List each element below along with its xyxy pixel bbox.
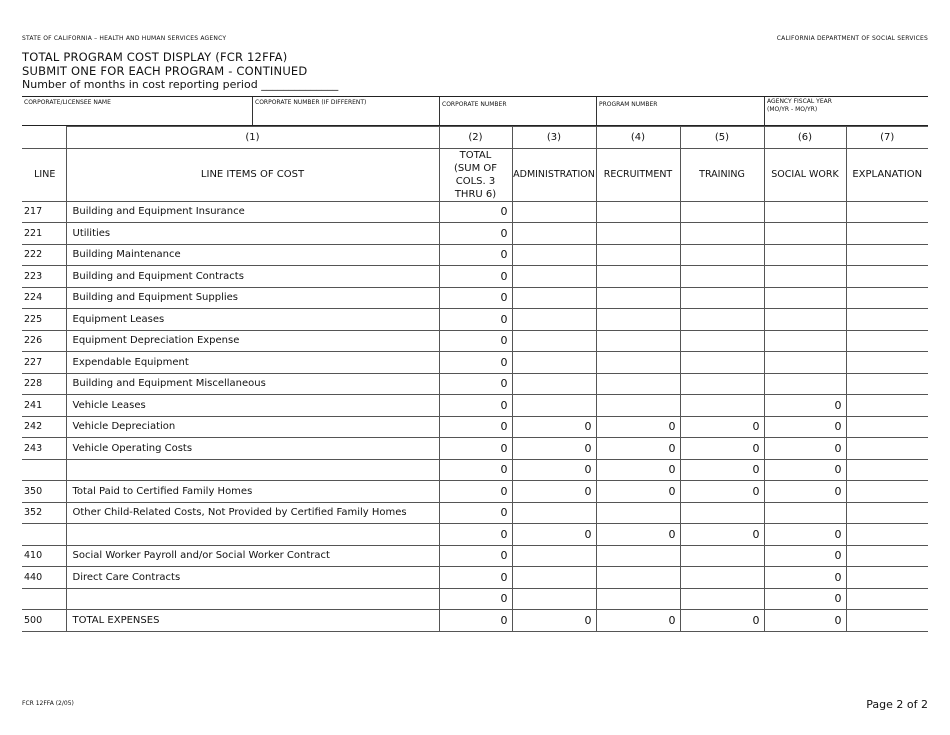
social-work-cell[interactable]: 0 bbox=[764, 545, 846, 567]
training-cell[interactable] bbox=[680, 223, 764, 245]
administration-cell[interactable] bbox=[512, 395, 596, 417]
social-work-cell[interactable] bbox=[764, 223, 846, 245]
line-number bbox=[22, 588, 66, 610]
social-work-cell[interactable]: 0 bbox=[764, 438, 846, 460]
training-cell[interactable] bbox=[680, 502, 764, 524]
corporate-name-field[interactable] bbox=[22, 97, 252, 125]
col-num-6: (6) bbox=[764, 127, 846, 149]
administration-cell[interactable]: 0 bbox=[512, 481, 596, 503]
corporate-number-diff-label: CORPORATE NUMBER (IF DIFFERENT) bbox=[255, 99, 367, 106]
administration-cell[interactable] bbox=[512, 244, 596, 266]
line-item: Building and Equipment Contracts bbox=[66, 266, 439, 288]
recruitment-cell[interactable] bbox=[596, 330, 680, 352]
total-cell[interactable]: 0 bbox=[439, 244, 512, 266]
total-cell[interactable]: 0 bbox=[439, 545, 512, 567]
training-cell[interactable] bbox=[680, 266, 764, 288]
recruitment-cell[interactable] bbox=[596, 223, 680, 245]
administration-cell[interactable] bbox=[512, 266, 596, 288]
table-row bbox=[22, 610, 928, 632]
training-cell[interactable]: 0 bbox=[680, 438, 764, 460]
total-cell[interactable]: 0 bbox=[439, 201, 512, 223]
line-item: Total Paid to Certified Family Homes bbox=[66, 481, 439, 503]
line-number: 243 bbox=[22, 438, 66, 460]
table-row bbox=[22, 459, 928, 481]
line-item: Vehicle Depreciation bbox=[66, 416, 439, 438]
administration-cell[interactable] bbox=[512, 545, 596, 567]
header-recruitment: RECRUITMENT bbox=[596, 148, 680, 201]
line-item: Other Child-Related Costs, Not Provided by Certified Family Homes bbox=[66, 502, 439, 524]
recruitment-cell[interactable] bbox=[596, 395, 680, 417]
social-work-cell[interactable] bbox=[764, 352, 846, 374]
line-number: 410 bbox=[22, 545, 66, 567]
social-work-cell[interactable] bbox=[764, 373, 846, 395]
col-num-2: (2) bbox=[439, 127, 512, 149]
line-number: 350 bbox=[22, 481, 66, 503]
recruitment-cell[interactable]: 0 bbox=[596, 416, 680, 438]
social-work-cell[interactable]: 0 bbox=[764, 567, 846, 589]
total-cell[interactable]: 0 bbox=[439, 481, 512, 503]
column-header-row bbox=[22, 148, 928, 201]
line-number bbox=[22, 459, 66, 481]
table-row bbox=[22, 438, 928, 460]
training-cell[interactable] bbox=[680, 395, 764, 417]
form-id: FCR 12FFA (2/05) bbox=[22, 700, 74, 707]
program-number-field[interactable] bbox=[596, 97, 765, 125]
explanation-cell[interactable] bbox=[846, 438, 928, 460]
corporate-number-label: CORPORATE NUMBER bbox=[442, 101, 507, 108]
total-cell[interactable]: 0 bbox=[439, 373, 512, 395]
line-item: Utilities bbox=[66, 223, 439, 245]
line-number: 226 bbox=[22, 330, 66, 352]
training-cell[interactable] bbox=[680, 201, 764, 223]
administration-cell[interactable] bbox=[512, 287, 596, 309]
table-row bbox=[22, 309, 928, 331]
table-row bbox=[22, 416, 928, 438]
col-num-3: (3) bbox=[512, 127, 596, 149]
administration-cell[interactable] bbox=[512, 201, 596, 223]
total-cell[interactable]: 0 bbox=[439, 287, 512, 309]
line-item: Equipment Depreciation Expense bbox=[66, 330, 439, 352]
line-item bbox=[66, 588, 439, 610]
administration-cell[interactable]: 0 bbox=[512, 524, 596, 546]
total-cell[interactable]: 0 bbox=[439, 502, 512, 524]
header-training: TRAINING bbox=[680, 148, 764, 201]
social-work-cell[interactable]: 0 bbox=[764, 588, 846, 610]
table-row bbox=[22, 395, 928, 417]
administration-cell[interactable]: 0 bbox=[512, 459, 596, 481]
explanation-cell[interactable] bbox=[846, 395, 928, 417]
recruitment-cell[interactable]: 0 bbox=[596, 524, 680, 546]
total-cell[interactable]: 0 bbox=[439, 309, 512, 331]
table-row bbox=[22, 266, 928, 288]
social-work-cell[interactable]: 0 bbox=[764, 459, 846, 481]
training-cell[interactable] bbox=[680, 244, 764, 266]
fiscal-year-field[interactable] bbox=[764, 97, 929, 125]
line-item: TOTAL EXPENSES bbox=[66, 610, 439, 632]
line-number: 227 bbox=[22, 352, 66, 374]
line-item bbox=[66, 524, 439, 546]
header-administration: ADMINISTRATION bbox=[512, 148, 596, 201]
line-item: Equipment Leases bbox=[66, 309, 439, 331]
recruitment-cell[interactable] bbox=[596, 309, 680, 331]
explanation-cell[interactable] bbox=[846, 309, 928, 331]
line-number: 222 bbox=[22, 244, 66, 266]
line-item: Building and Equipment Miscellaneous bbox=[66, 373, 439, 395]
explanation-cell[interactable] bbox=[846, 416, 928, 438]
training-cell[interactable] bbox=[680, 330, 764, 352]
line-number: 224 bbox=[22, 287, 66, 309]
administration-cell[interactable] bbox=[512, 567, 596, 589]
recruitment-cell[interactable] bbox=[596, 373, 680, 395]
explanation-cell[interactable] bbox=[846, 373, 928, 395]
administration-cell[interactable] bbox=[512, 330, 596, 352]
table-row bbox=[22, 481, 928, 503]
column-number-row bbox=[22, 127, 928, 149]
administration-cell[interactable] bbox=[512, 352, 596, 374]
table-row bbox=[22, 373, 928, 395]
table-row bbox=[22, 545, 928, 567]
line-item: Building and Equipment Supplies bbox=[66, 287, 439, 309]
explanation-cell[interactable] bbox=[846, 330, 928, 352]
table-row bbox=[22, 244, 928, 266]
line-number: 217 bbox=[22, 201, 66, 223]
recruitment-cell[interactable] bbox=[596, 244, 680, 266]
line-item bbox=[66, 459, 439, 481]
line-item: Vehicle Operating Costs bbox=[66, 438, 439, 460]
fiscal-year-sublabel: (MO/YR - MO/YR) bbox=[767, 106, 818, 113]
line-number: 225 bbox=[22, 309, 66, 331]
administration-cell[interactable] bbox=[512, 223, 596, 245]
social-work-cell[interactable] bbox=[764, 244, 846, 266]
explanation-cell[interactable] bbox=[846, 223, 928, 245]
total-cell[interactable]: 0 bbox=[439, 330, 512, 352]
explanation-cell[interactable] bbox=[846, 459, 928, 481]
header-social-work: SOCIAL WORK bbox=[764, 148, 846, 201]
corporate-number-field[interactable] bbox=[439, 97, 597, 125]
header-total: TOTAL (SUM OF COLS. 3 THRU 6) bbox=[439, 148, 512, 201]
training-cell[interactable] bbox=[680, 545, 764, 567]
line-number: 228 bbox=[22, 373, 66, 395]
training-cell[interactable]: 0 bbox=[680, 459, 764, 481]
social-work-cell[interactable] bbox=[764, 502, 846, 524]
col-num-4: (4) bbox=[596, 127, 680, 149]
total-cell[interactable]: 0 bbox=[439, 567, 512, 589]
administration-cell[interactable]: 0 bbox=[512, 610, 596, 632]
social-work-cell[interactable] bbox=[764, 266, 846, 288]
recruitment-cell[interactable]: 0 bbox=[596, 481, 680, 503]
total-cell[interactable]: 0 bbox=[439, 459, 512, 481]
cost-table bbox=[22, 126, 928, 632]
training-cell[interactable] bbox=[680, 373, 764, 395]
social-work-cell[interactable] bbox=[764, 287, 846, 309]
recruitment-cell[interactable] bbox=[596, 266, 680, 288]
recruitment-cell[interactable]: 0 bbox=[596, 438, 680, 460]
col-num-1: (1) bbox=[66, 127, 439, 149]
table-row bbox=[22, 502, 928, 524]
line-item: Building Maintenance bbox=[66, 244, 439, 266]
line-number bbox=[22, 524, 66, 546]
total-cell[interactable]: 0 bbox=[439, 266, 512, 288]
table-row bbox=[22, 330, 928, 352]
header-line-items: LINE ITEMS OF COST bbox=[66, 148, 439, 201]
table-row bbox=[22, 352, 928, 374]
social-work-cell[interactable] bbox=[764, 309, 846, 331]
col-num-line bbox=[22, 127, 66, 149]
cost-rows bbox=[22, 201, 928, 631]
explanation-cell[interactable] bbox=[846, 352, 928, 374]
explanation-cell[interactable] bbox=[846, 502, 928, 524]
explanation-cell[interactable] bbox=[846, 287, 928, 309]
line-number: 352 bbox=[22, 502, 66, 524]
col-num-7: (7) bbox=[846, 127, 928, 149]
social-work-cell[interactable]: 0 bbox=[764, 524, 846, 546]
line-number: 241 bbox=[22, 395, 66, 417]
line-number: 223 bbox=[22, 266, 66, 288]
total-cell[interactable]: 0 bbox=[439, 352, 512, 374]
administration-cell[interactable]: 0 bbox=[512, 438, 596, 460]
training-cell[interactable]: 0 bbox=[680, 610, 764, 632]
administration-cell[interactable]: 0 bbox=[512, 416, 596, 438]
line-number: 440 bbox=[22, 567, 66, 589]
administration-cell[interactable] bbox=[512, 373, 596, 395]
explanation-cell[interactable] bbox=[846, 481, 928, 503]
header-explanation: EXPLANATION bbox=[846, 148, 928, 201]
form-title-line1: TOTAL PROGRAM COST DISPLAY (FCR 12FFA) bbox=[22, 50, 288, 64]
table-row bbox=[22, 588, 928, 610]
line-item: Expendable Equipment bbox=[66, 352, 439, 374]
recruitment-cell[interactable] bbox=[596, 567, 680, 589]
training-cell[interactable]: 0 bbox=[680, 416, 764, 438]
agency-right: CALIFORNIA DEPARTMENT OF SOCIAL SERVICES bbox=[776, 35, 928, 42]
table-row bbox=[22, 567, 928, 589]
administration-cell[interactable] bbox=[512, 502, 596, 524]
total-cell[interactable]: 0 bbox=[439, 223, 512, 245]
training-cell[interactable] bbox=[680, 287, 764, 309]
total-cell[interactable]: 0 bbox=[439, 524, 512, 546]
training-cell[interactable] bbox=[680, 352, 764, 374]
explanation-cell[interactable] bbox=[846, 610, 928, 632]
recruitment-cell[interactable] bbox=[596, 201, 680, 223]
total-cell[interactable]: 0 bbox=[439, 438, 512, 460]
agency-left: STATE OF CALIFORNIA – HEALTH AND HUMAN SERVICES AGENCY bbox=[22, 35, 227, 42]
line-number: 500 bbox=[22, 610, 66, 632]
training-cell[interactable]: 0 bbox=[680, 524, 764, 546]
explanation-cell[interactable] bbox=[846, 545, 928, 567]
line-item: Social Worker Payroll and/or Social Worker Contract bbox=[66, 545, 439, 567]
fiscal-year-label: AGENCY FISCAL YEAR bbox=[767, 98, 832, 105]
total-cell[interactable]: 0 bbox=[439, 610, 512, 632]
social-work-cell[interactable] bbox=[764, 330, 846, 352]
line-item: Direct Care Contracts bbox=[66, 567, 439, 589]
page-number: Page 2 of 2 bbox=[866, 698, 928, 711]
recruitment-cell[interactable] bbox=[596, 287, 680, 309]
recruitment-cell[interactable] bbox=[596, 352, 680, 374]
explanation-cell[interactable] bbox=[846, 201, 928, 223]
line-item: Vehicle Leases bbox=[66, 395, 439, 417]
line-number: 221 bbox=[22, 223, 66, 245]
form-title-line2: SUBMIT ONE FOR EACH PROGRAM - CONTINUED bbox=[22, 64, 308, 78]
col-num-5: (5) bbox=[680, 127, 764, 149]
social-work-cell[interactable]: 0 bbox=[764, 610, 846, 632]
total-cell[interactable]: 0 bbox=[439, 395, 512, 417]
table-row bbox=[22, 524, 928, 546]
explanation-cell[interactable] bbox=[846, 567, 928, 589]
social-work-cell[interactable]: 0 bbox=[764, 416, 846, 438]
line-item: Building and Equipment Insurance bbox=[66, 201, 439, 223]
explanation-cell[interactable] bbox=[846, 266, 928, 288]
table-row bbox=[22, 223, 928, 245]
social-work-cell[interactable]: 0 bbox=[764, 395, 846, 417]
explanation-cell[interactable] bbox=[846, 588, 928, 610]
social-work-cell[interactable]: 0 bbox=[764, 481, 846, 503]
training-cell[interactable] bbox=[680, 567, 764, 589]
identification-row bbox=[22, 96, 928, 126]
corporate-name-label: CORPORATE/LICENSEE NAME bbox=[24, 99, 111, 106]
line-number: 242 bbox=[22, 416, 66, 438]
total-cell[interactable]: 0 bbox=[439, 588, 512, 610]
training-cell[interactable]: 0 bbox=[680, 481, 764, 503]
header-line: LINE bbox=[22, 148, 66, 201]
total-cell[interactable]: 0 bbox=[439, 416, 512, 438]
table-row bbox=[22, 287, 928, 309]
corporate-number-diff-field[interactable] bbox=[252, 97, 440, 125]
explanation-cell[interactable] bbox=[846, 524, 928, 546]
recruitment-cell[interactable] bbox=[596, 545, 680, 567]
training-cell[interactable] bbox=[680, 588, 764, 610]
recruitment-cell[interactable]: 0 bbox=[596, 459, 680, 481]
explanation-cell[interactable] bbox=[846, 244, 928, 266]
administration-cell[interactable] bbox=[512, 588, 596, 610]
program-number-label: PROGRAM NUMBER bbox=[599, 101, 658, 108]
months-label: Number of months in cost reporting period ______________ bbox=[22, 78, 339, 91]
table-row bbox=[22, 201, 928, 223]
administration-cell[interactable] bbox=[512, 309, 596, 331]
social-work-cell[interactable] bbox=[764, 201, 846, 223]
recruitment-cell[interactable] bbox=[596, 588, 680, 610]
training-cell[interactable] bbox=[680, 309, 764, 331]
recruitment-cell[interactable]: 0 bbox=[596, 610, 680, 632]
recruitment-cell[interactable] bbox=[596, 502, 680, 524]
